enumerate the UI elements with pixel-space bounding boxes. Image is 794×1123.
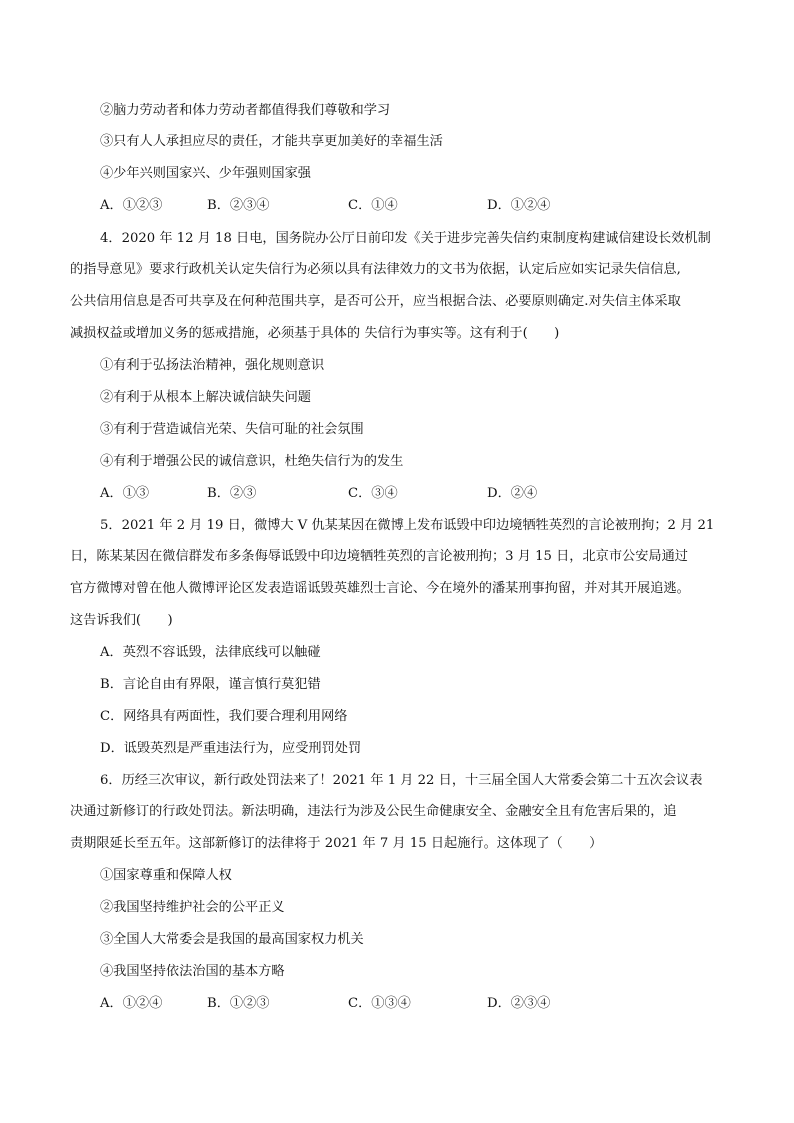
q6-option-a: A．①②④	[100, 996, 163, 1011]
q3-item-2: ②脑力劳动者和体力劳动者都值得我们尊敬和学习	[100, 103, 391, 118]
q6-option-c: C．①③④	[348, 996, 411, 1011]
q5-stem-line-2: 日，陈某某因在微信群发布多条侮辱诋毁中印边境牺牲英烈的言论被刑拘；3 月 15 日，北京市公安局通过	[70, 549, 688, 564]
q5-option-a: A．英烈不容诋毁，法律底线可以触碰	[100, 645, 321, 660]
q5-option-b: B．言论自由有界限，谨言慎行莫犯错	[100, 677, 321, 692]
q4-option-b: B．②③	[207, 486, 257, 501]
q3-option-a: A．①②③	[100, 198, 163, 213]
q5-stem-line-3: 官方微博对曾在他人微博评论区发表造谣诋毁英雄烈士言论、今在境外的潘某刑事拘留，并对其开展追逃。	[70, 581, 690, 596]
q3-option-d: D．①②④	[487, 198, 551, 213]
q5-stem-line-4: 这告诉我们( )	[70, 613, 173, 628]
q3-item-4: ④少年兴则国家兴、少年强则国家强	[100, 166, 311, 181]
q6-item-2: ②我国坚持维护社会的公平正义	[100, 900, 285, 915]
q4-option-d: D．②④	[487, 486, 538, 501]
q4-item-4: ④有利于增强公民的诚信意识，杜绝失信行为的发生	[100, 454, 404, 469]
q3-option-b: B．②③④	[207, 198, 270, 213]
q4-option-c: C．③④	[348, 486, 398, 501]
q4-item-2: ②有利于从根本上解决诚信缺失问题	[100, 390, 311, 405]
q6-stem-line-2: 决通过新修订的行政处罚法。新法明确，违法行为涉及公民生命健康安全、金融安全且有危害后果的，追	[70, 804, 677, 819]
q6-option-b: B．①②③	[207, 996, 270, 1011]
q3-item-3: ③只有人人承担应尽的责任，才能共享更加美好的幸福生活	[100, 134, 443, 149]
q6-item-3: ③全国人大常委会是我国的最高国家权力机关	[100, 932, 364, 947]
q5-stem-line-1: 5．2021 年 2 月 19 日，微博大 V 仇某某因在微博上发布诋毁中印边境牺牲英烈的言论被刑拘；2 月 21	[100, 518, 715, 533]
q3-option-c: C．①④	[348, 198, 398, 213]
q5-option-d: D．诋毁英烈是严重违法行为，应受刑罚处罚	[100, 741, 362, 756]
q6-item-1: ①国家尊重和保障人权	[100, 868, 232, 883]
q5-option-c: C．网络具有两面性，我们要合理利用网络	[100, 709, 348, 724]
q4-stem-line-3: 公共信用信息是否可共享及在何种范围共享，是否可公开，应当根据合法、必要原则确定.对失信主体采取	[70, 294, 681, 309]
q4-stem-line-1: 4．2020 年 12 月 18 日电，国务院办公厅日前印发《关于进步完善失信约束制度构建诚信建设长效机制	[100, 231, 711, 246]
q6-option-d: D．②③④	[487, 996, 551, 1011]
q4-item-1: ①有利于弘扬法治精神，强化规则意识	[100, 358, 325, 373]
q4-item-3: ③有利于营造诚信光荣、失信可耻的社会氛围	[100, 422, 364, 437]
q4-stem-line-4: 减损权益或增加义务的惩戒措施，必须基于具体的 失信行为事实等。这有利于( )	[70, 326, 560, 341]
q6-item-4: ④我国坚持依法治国的基本方略	[100, 964, 285, 979]
q6-stem-line-3: 责期限延长至五年。这部新修订的法律将于 2021 年 7 月 15 日起施行。这体现了（ ）	[70, 836, 603, 851]
q4-stem-line-2: 的指导意见》要求行政机关认定失信行为必须以具有法律效力的文书为依据，认定后应如实记录失信信息,	[70, 262, 681, 277]
q4-option-a: A．①③	[100, 486, 150, 501]
q6-stem-line-1: 6．历经三次审议，新行政处罚法来了！2021 年 1 月 22 日，十三届全国人大常委会第二十五次会议表	[100, 773, 703, 788]
